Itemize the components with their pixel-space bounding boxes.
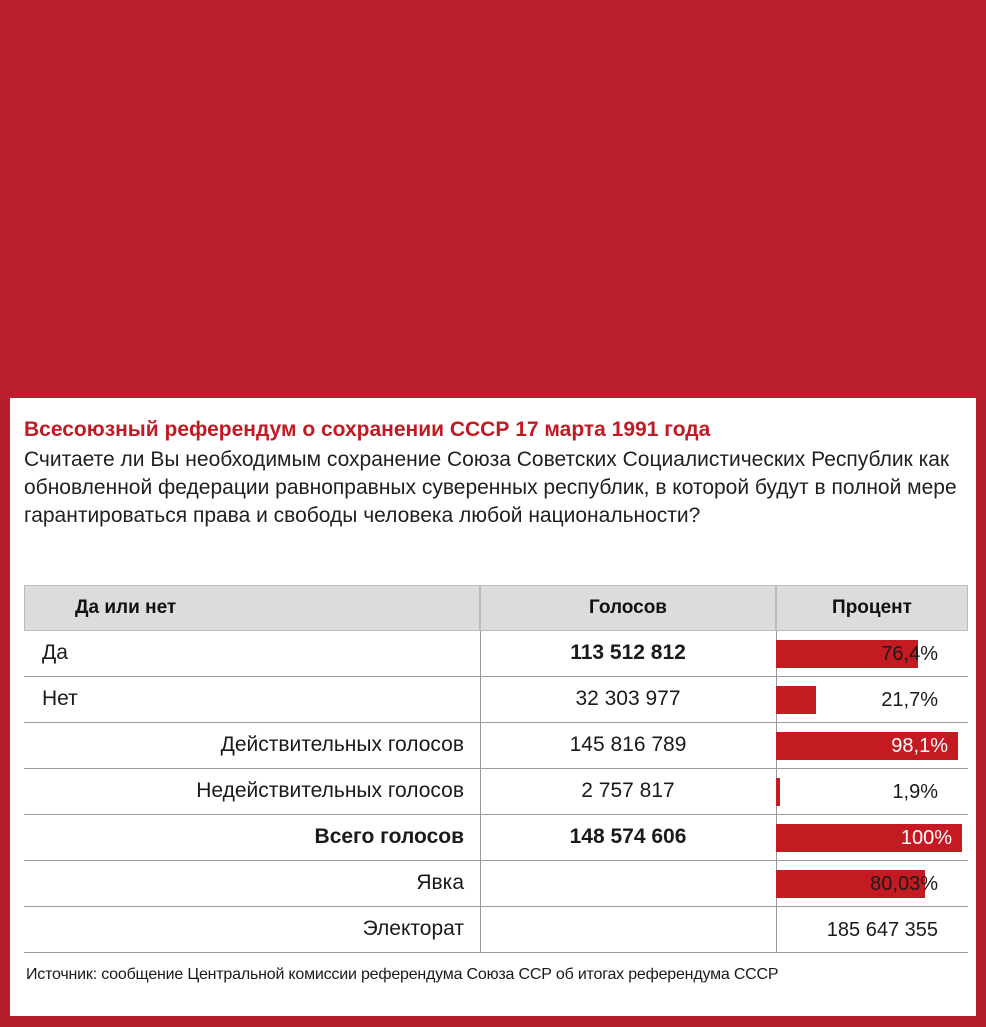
column-header-answer: Да или нет [24,585,480,631]
row-percent-cell [776,815,968,861]
row-percent-cell [776,907,968,953]
referendum-heading: Всесоюзный референдум о сохранении СССР 17 марта 1991 года [24,418,711,441]
column-header-percent: Процент [776,585,968,631]
row-votes: 32 303 977 [575,687,681,710]
row-percent-cell [776,677,968,723]
table-row [24,907,968,953]
row-votes: 113 512 812 [570,641,686,664]
source-note: Источник: сообщение Центральной комиссии референдума Союза ССР об итогах референдума СССР [26,966,779,983]
percent-label: 98,1% [891,735,948,757]
table-row [24,815,968,861]
column-header-votes: Голосов [480,585,776,631]
table-row [24,769,968,815]
row-percent-cell [776,769,968,815]
row-votes: 2 757 817 [581,779,675,802]
percent-label: 80,03% [870,873,938,895]
referendum-question: Считаете ли Вы необходимым сохранение Союза Советских Социалистических Республик как обновленной федерации равноправных суверенных республик, в которой будут в полной мере гарантироваться права и свободы человека любой национальности? [24,448,957,527]
percent-label: 21,7% [881,689,938,711]
row-percent-cell [776,631,968,677]
percent-label: 76,4% [881,643,938,665]
row-label: Всего голосов [314,825,464,848]
table-row [24,861,968,907]
percent-label: 185 647 355 [826,919,938,941]
row-label: Электорат [362,917,464,940]
percent-label: 100% [900,827,952,849]
headline-banner [0,0,986,398]
percent-bar [776,778,780,806]
row-label: Явка [416,871,464,894]
row-label: Недействительных голосов [196,779,464,802]
percent-bar [776,686,816,714]
table-row [24,723,968,769]
row-label: Действительных голосов [220,733,464,756]
row-label: Нет [42,687,78,710]
row-votes: 148 574 606 [569,825,687,848]
row-votes: 145 816 789 [569,733,687,756]
percent-label: 1,9% [892,781,938,803]
table-row [24,677,968,723]
row-percent-cell [776,723,968,769]
row-percent-cell [776,861,968,907]
row-label: Да [42,641,68,664]
table-row [24,631,968,677]
